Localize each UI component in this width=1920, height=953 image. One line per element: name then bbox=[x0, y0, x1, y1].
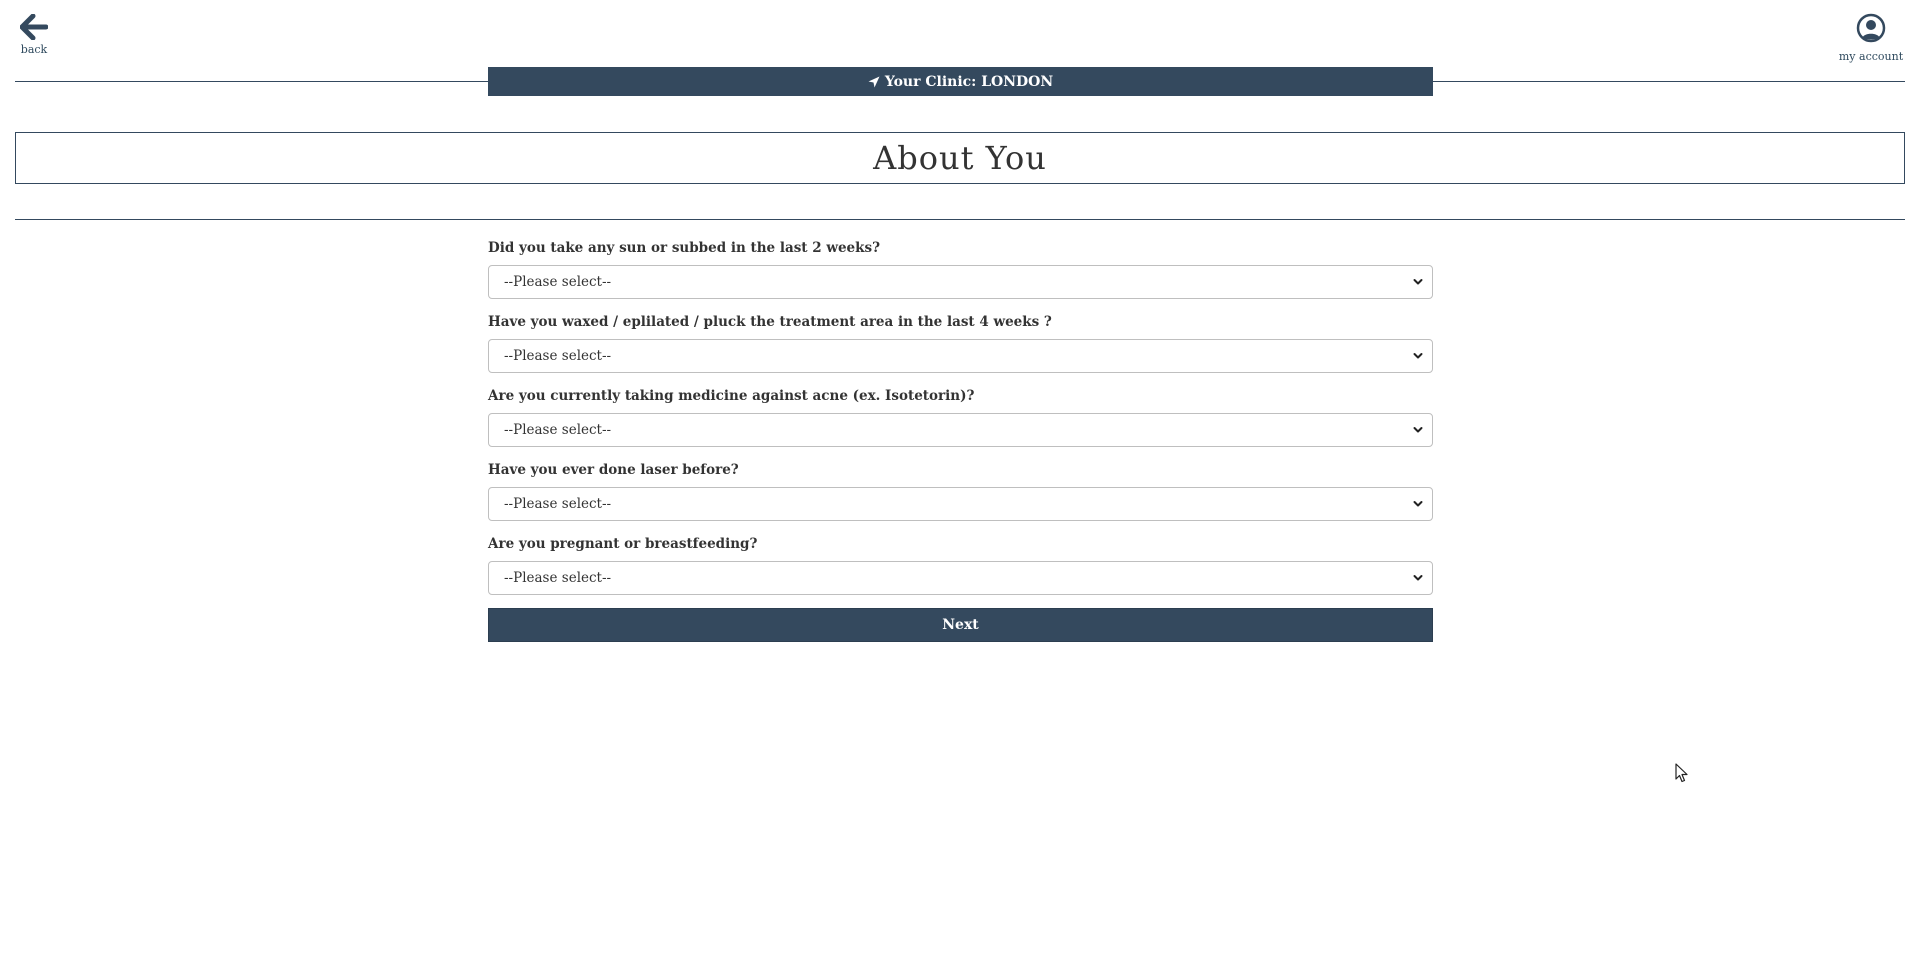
my-account-label: my account bbox=[1838, 50, 1904, 63]
chevron-down-icon bbox=[1413, 277, 1423, 287]
user-circle-icon bbox=[1856, 13, 1886, 47]
next-button[interactable]: Next bbox=[488, 608, 1433, 642]
chevron-down-icon bbox=[1413, 425, 1423, 435]
select-value: --Please select-- bbox=[504, 570, 612, 586]
clinic-label: Your Clinic: LONDON bbox=[884, 73, 1054, 90]
chevron-down-icon bbox=[1413, 351, 1423, 361]
select-value: --Please select-- bbox=[504, 422, 612, 438]
top-navigation bbox=[0, 0, 1920, 70]
question-laser-before-select[interactable] bbox=[488, 487, 1433, 521]
mouse-cursor-icon bbox=[1675, 763, 1689, 783]
chevron-down-icon bbox=[1413, 573, 1423, 583]
select-value: --Please select-- bbox=[504, 274, 612, 290]
back-label: back bbox=[20, 43, 48, 56]
page-title-box bbox=[15, 132, 1905, 184]
question-sun-exposure-select[interactable] bbox=[488, 265, 1433, 299]
question-laser-before-label: Have you ever done laser before? bbox=[488, 462, 739, 478]
question-sun-exposure-label: Did you take any sun or subbed in the last 2 weeks? bbox=[488, 240, 880, 256]
title-divider-line bbox=[15, 219, 1905, 220]
back-button[interactable] bbox=[14, 14, 54, 56]
select-value: --Please select-- bbox=[504, 496, 612, 512]
question-pregnant-select[interactable] bbox=[488, 561, 1433, 595]
question-pregnant-label: Are you pregnant or breastfeeding? bbox=[488, 536, 758, 552]
question-waxing-label: Have you waxed / eplilated / pluck the treatment area in the last 4 weeks ? bbox=[488, 314, 1052, 330]
chevron-down-icon bbox=[1413, 499, 1423, 509]
question-acne-medicine-label: Are you currently taking medicine against acne (ex. Isotetorin)? bbox=[488, 388, 975, 404]
my-account-button[interactable] bbox=[1836, 13, 1906, 63]
select-value: --Please select-- bbox=[504, 348, 612, 364]
arrow-left-icon bbox=[20, 14, 48, 40]
about-you-form bbox=[488, 238, 1433, 642]
page-title: About You bbox=[873, 139, 1047, 177]
question-acne-medicine-select[interactable] bbox=[488, 413, 1433, 447]
clinic-banner bbox=[488, 67, 1433, 96]
question-waxing-select[interactable] bbox=[488, 339, 1433, 373]
location-arrow-icon bbox=[868, 76, 880, 88]
